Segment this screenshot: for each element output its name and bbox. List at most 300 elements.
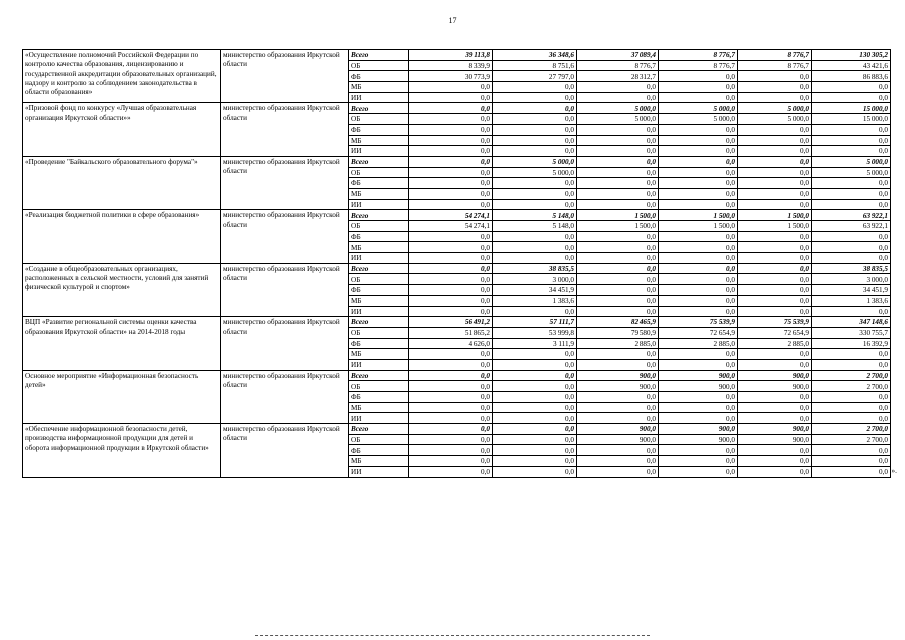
year-value-cell: 0,0 [493, 103, 577, 114]
year-value-cell: 0,0 [409, 424, 493, 435]
year-value-cell: 0,0 [738, 167, 812, 178]
year-value-cell: 900,0 [659, 381, 738, 392]
total-value-cell: 2 700,0 [812, 370, 891, 381]
total-value-cell: 34 451,9 [812, 285, 891, 296]
total-value-cell: 16 392,9 [812, 338, 891, 349]
year-value-cell: 0,0 [659, 274, 738, 285]
year-value-cell: 27 797,0 [493, 71, 577, 82]
year-value-cell: 30 773,9 [409, 71, 493, 82]
year-value-cell: 0,0 [409, 295, 493, 306]
year-value-cell: 8 776,7 [738, 50, 812, 61]
year-value-cell: 0,0 [493, 92, 577, 103]
year-value-cell: 0,0 [493, 146, 577, 157]
year-value-cell: 0,0 [409, 402, 493, 413]
year-value-cell: 0,0 [493, 413, 577, 424]
funding-source-cell: ИИ [349, 253, 409, 264]
year-value-cell: 2 885,0 [659, 338, 738, 349]
year-value-cell: 1 500,0 [738, 221, 812, 232]
year-value-cell: 0,0 [738, 71, 812, 82]
total-value-cell: 0,0 [812, 253, 891, 264]
year-value-cell: 0,0 [659, 135, 738, 146]
total-value-cell: 130 305,2 [812, 50, 891, 61]
funding-source-cell: МБ [349, 82, 409, 93]
year-value-cell: 0,0 [738, 253, 812, 264]
year-value-cell: 5 000,0 [738, 103, 812, 114]
year-value-cell: 0,0 [409, 135, 493, 146]
year-value-cell: 0,0 [493, 231, 577, 242]
table-row-total [23, 210, 891, 221]
year-value-cell: 0,0 [577, 349, 659, 360]
year-value-cell: 0,0 [577, 306, 659, 317]
year-value-cell: 0,0 [659, 167, 738, 178]
year-value-cell: 38 835,5 [493, 263, 577, 274]
funding-source-cell: ИИ [349, 306, 409, 317]
event-name-cell: «Создание в общеобразовательных организациях, расположенных в сельской местности, условий для занятий физической культурой и спортом» [23, 263, 221, 316]
year-value-cell: 900,0 [577, 370, 659, 381]
year-value-cell: 0,0 [409, 274, 493, 285]
year-value-cell: 5 000,0 [659, 103, 738, 114]
year-value-cell: 0,0 [577, 135, 659, 146]
year-value-cell: 0,0 [493, 242, 577, 253]
year-value-cell: 0,0 [493, 124, 577, 135]
year-value-cell: 0,0 [409, 359, 493, 370]
funding-source-cell: ИИ [349, 92, 409, 103]
year-value-cell: 5 148,0 [493, 210, 577, 221]
year-value-cell: 0,0 [659, 242, 738, 253]
funding-source-cell: МБ [349, 188, 409, 199]
total-value-cell: 0,0 [812, 242, 891, 253]
year-value-cell: 0,0 [409, 124, 493, 135]
year-value-cell: 900,0 [738, 370, 812, 381]
year-value-cell: 0,0 [659, 445, 738, 456]
year-value-cell: 900,0 [577, 424, 659, 435]
year-value-cell: 1 383,6 [493, 295, 577, 306]
funding-source-cell: ОБ [349, 274, 409, 285]
funding-source-cell: ФБ [349, 338, 409, 349]
year-value-cell: 0,0 [409, 92, 493, 103]
funding-source-cell: ОБ [349, 381, 409, 392]
funding-source-cell: ОБ [349, 60, 409, 71]
year-value-cell: 75 539,9 [738, 317, 812, 328]
year-value-cell: 0,0 [493, 434, 577, 445]
funding-source-cell: МБ [349, 295, 409, 306]
executor-cell: министерство образования Иркутской области [221, 50, 349, 103]
total-value-cell: 2 700,0 [812, 434, 891, 445]
year-value-cell: 0,0 [409, 413, 493, 424]
total-value-cell: 5 000,0 [812, 156, 891, 167]
funding-source-cell: ИИ [349, 466, 409, 477]
year-value-cell: 1 500,0 [659, 210, 738, 221]
total-value-cell: 5 000,0 [812, 167, 891, 178]
year-value-cell: 0,0 [577, 82, 659, 93]
year-value-cell: 0,0 [577, 178, 659, 189]
funding-source-cell: Всего [349, 317, 409, 328]
year-value-cell: 0,0 [409, 466, 493, 477]
year-value-cell: 900,0 [577, 434, 659, 445]
total-value-cell: 0,0 [812, 456, 891, 467]
year-value-cell: 0,0 [409, 392, 493, 403]
year-value-cell: 0,0 [659, 178, 738, 189]
year-value-cell: 5 000,0 [493, 167, 577, 178]
year-value-cell: 0,0 [493, 82, 577, 93]
year-value-cell: 0,0 [659, 306, 738, 317]
executor-cell: министерство образования Иркутской области [221, 370, 349, 423]
total-value-cell: 0,0 [812, 349, 891, 360]
table-row-total [23, 103, 891, 114]
year-value-cell: 0,0 [493, 424, 577, 435]
funding-source-cell: Всего [349, 370, 409, 381]
year-value-cell: 5 148,0 [493, 221, 577, 232]
year-value-cell: 0,0 [577, 413, 659, 424]
event-name-cell: «Обеспечение информационной безопасности детей, производства информационной продукции для детей и оборота информационной продукции в Иркутской области» [23, 424, 221, 477]
total-value-cell: 0,0 [812, 306, 891, 317]
page-bottom-divider [255, 635, 650, 636]
year-value-cell: 0,0 [493, 359, 577, 370]
year-value-cell: 0,0 [738, 285, 812, 296]
table-row-total [23, 370, 891, 381]
year-value-cell: 8 776,7 [659, 50, 738, 61]
year-value-cell: 8 339,9 [409, 60, 493, 71]
year-value-cell: 54 274,1 [409, 210, 493, 221]
year-value-cell: 34 451,9 [493, 285, 577, 296]
year-value-cell: 1 500,0 [577, 221, 659, 232]
year-value-cell: 0,0 [493, 306, 577, 317]
year-value-cell: 57 111,7 [493, 317, 577, 328]
year-value-cell: 0,0 [577, 167, 659, 178]
year-value-cell: 0,0 [493, 456, 577, 467]
funding-source-cell: МБ [349, 349, 409, 360]
total-value-cell: 0,0 [812, 392, 891, 403]
year-value-cell: 3 111,9 [493, 338, 577, 349]
year-value-cell: 0,0 [577, 124, 659, 135]
year-value-cell: 0,0 [738, 92, 812, 103]
year-value-cell: 0,0 [738, 231, 812, 242]
year-value-cell: 0,0 [659, 71, 738, 82]
funding-source-cell: ФБ [349, 124, 409, 135]
executor-cell: министерство образования Иркутской области [221, 317, 349, 370]
funding-source-cell: МБ [349, 402, 409, 413]
total-value-cell: 15 000,0 [812, 114, 891, 125]
year-value-cell: 0,0 [738, 146, 812, 157]
table-row-total [23, 317, 891, 328]
year-value-cell: 0,0 [409, 82, 493, 93]
funding-source-cell: ОБ [349, 221, 409, 232]
event-name-cell: ВЦП «Развитие региональной системы оценки качества образования Иркутской области» на 2014-2018 годы [23, 317, 221, 370]
year-value-cell: 900,0 [659, 434, 738, 445]
table-row-total [23, 50, 891, 61]
year-value-cell: 72 654,9 [659, 327, 738, 338]
total-value-cell: 0,0 [812, 124, 891, 135]
total-value-cell: 2 700,0 [812, 381, 891, 392]
year-value-cell: 0,0 [659, 92, 738, 103]
total-value-cell: 0,0 [812, 92, 891, 103]
funding-source-cell: ФБ [349, 231, 409, 242]
year-value-cell: 0,0 [577, 253, 659, 264]
year-value-cell: 0,0 [493, 199, 577, 210]
executor-cell: министерство образования Иркутской области [221, 263, 349, 316]
funding-source-cell: ФБ [349, 392, 409, 403]
year-value-cell: 0,0 [577, 295, 659, 306]
year-value-cell: 0,0 [409, 199, 493, 210]
year-value-cell: 0,0 [493, 466, 577, 477]
budget-table-body [23, 50, 891, 478]
year-value-cell: 0,0 [493, 370, 577, 381]
year-value-cell: 0,0 [738, 156, 812, 167]
year-value-cell: 72 654,9 [738, 327, 812, 338]
funding-source-cell: Всего [349, 210, 409, 221]
year-value-cell: 2 885,0 [577, 338, 659, 349]
year-value-cell: 0,0 [738, 413, 812, 424]
year-value-cell: 0,0 [738, 242, 812, 253]
event-name-cell: «Призовой фонд по конкурсу «Лучшая образовательная организация Иркутской области»» [23, 103, 221, 156]
year-value-cell: 0,0 [409, 231, 493, 242]
year-value-cell: 0,0 [409, 434, 493, 445]
year-value-cell: 0,0 [659, 253, 738, 264]
year-value-cell: 0,0 [577, 146, 659, 157]
year-value-cell: 51 865,2 [409, 327, 493, 338]
year-value-cell: 0,0 [577, 199, 659, 210]
year-value-cell: 37 089,4 [577, 50, 659, 61]
total-value-cell: 0,0 [812, 199, 891, 210]
year-value-cell: 0,0 [738, 263, 812, 274]
year-value-cell: 0,0 [738, 402, 812, 413]
total-value-cell: 0,0 [812, 188, 891, 199]
year-value-cell: 1 500,0 [738, 210, 812, 221]
year-value-cell: 0,0 [409, 263, 493, 274]
total-value-cell: 38 835,5 [812, 263, 891, 274]
table-row-total [23, 424, 891, 435]
year-value-cell: 0,0 [577, 285, 659, 296]
year-value-cell: 0,0 [493, 178, 577, 189]
funding-source-cell: МБ [349, 242, 409, 253]
funding-source-cell: Всего [349, 156, 409, 167]
total-value-cell: 0,0 [812, 231, 891, 242]
year-value-cell: 0,0 [409, 242, 493, 253]
year-value-cell: 0,0 [493, 445, 577, 456]
total-value-cell: 330 755,7 [812, 327, 891, 338]
year-value-cell: 54 274,1 [409, 221, 493, 232]
year-value-cell: 0,0 [738, 466, 812, 477]
year-value-cell: 900,0 [659, 370, 738, 381]
total-value-cell: 86 883,6 [812, 71, 891, 82]
year-value-cell: 0,0 [738, 349, 812, 360]
year-value-cell: 0,0 [659, 456, 738, 467]
executor-cell: министерство образования Иркутской области [221, 156, 349, 209]
total-value-cell: 2 700,0 [812, 424, 891, 435]
year-value-cell: 0,0 [738, 392, 812, 403]
year-value-cell: 0,0 [493, 135, 577, 146]
year-value-cell: 0,0 [738, 124, 812, 135]
funding-source-cell: МБ [349, 456, 409, 467]
executor-cell: министерство образования Иркутской области [221, 103, 349, 156]
funding-source-cell: ФБ [349, 285, 409, 296]
year-value-cell: 0,0 [577, 392, 659, 403]
closing-quote-mark: ». [891, 467, 897, 476]
year-value-cell: 0,0 [577, 231, 659, 242]
year-value-cell: 0,0 [577, 263, 659, 274]
year-value-cell: 0,0 [659, 349, 738, 360]
year-value-cell: 0,0 [659, 295, 738, 306]
table-row-total [23, 156, 891, 167]
executor-cell: министерство образования Иркутской области [221, 210, 349, 263]
year-value-cell: 1 500,0 [577, 210, 659, 221]
year-value-cell: 0,0 [577, 445, 659, 456]
year-value-cell: 75 539,9 [659, 317, 738, 328]
year-value-cell: 0,0 [493, 114, 577, 125]
funding-source-cell: ФБ [349, 71, 409, 82]
funding-source-cell: ОБ [349, 327, 409, 338]
year-value-cell: 0,0 [659, 285, 738, 296]
total-value-cell: 0,0 [812, 359, 891, 370]
year-value-cell: 900,0 [738, 424, 812, 435]
funding-source-cell: ОБ [349, 114, 409, 125]
executor-cell: министерство образования Иркутской области [221, 424, 349, 477]
year-value-cell: 900,0 [577, 381, 659, 392]
year-value-cell: 0,0 [738, 274, 812, 285]
year-value-cell: 0,0 [409, 146, 493, 157]
event-name-cell: «Осуществление полномочий Российской Федерации по контролю качества образования, лицензированию и государственной аккредитации образовательных организаций, надзору и контролю за соблюдением законодательства в области образования» [23, 50, 221, 103]
year-value-cell: 0,0 [409, 167, 493, 178]
year-value-cell: 0,0 [738, 445, 812, 456]
budget-table [22, 49, 891, 478]
total-value-cell: 0,0 [812, 135, 891, 146]
year-value-cell: 0,0 [659, 146, 738, 157]
year-value-cell: 0,0 [659, 82, 738, 93]
event-name-cell: «Проведение "Байкальского образовательного форума"» [23, 156, 221, 209]
year-value-cell: 5 000,0 [493, 156, 577, 167]
year-value-cell: 0,0 [659, 466, 738, 477]
funding-source-cell: Всего [349, 424, 409, 435]
year-value-cell: 0,0 [409, 349, 493, 360]
year-value-cell: 0,0 [738, 199, 812, 210]
year-value-cell: 0,0 [409, 456, 493, 467]
year-value-cell: 0,0 [493, 349, 577, 360]
year-value-cell: 0,0 [659, 188, 738, 199]
year-value-cell: 8 776,7 [738, 60, 812, 71]
year-value-cell: 0,0 [659, 231, 738, 242]
funding-source-cell: Всего [349, 263, 409, 274]
year-value-cell: 0,0 [493, 392, 577, 403]
year-value-cell: 0,0 [493, 402, 577, 413]
total-value-cell: 0,0 [812, 445, 891, 456]
total-value-cell: 1 383,6 [812, 295, 891, 306]
total-value-cell: 63 922,1 [812, 221, 891, 232]
year-value-cell: 0,0 [659, 199, 738, 210]
total-value-cell: 347 148,6 [812, 317, 891, 328]
funding-source-cell: ФБ [349, 445, 409, 456]
year-value-cell: 0,0 [577, 456, 659, 467]
year-value-cell: 3 000,0 [493, 274, 577, 285]
year-value-cell: 0,0 [659, 263, 738, 274]
total-value-cell: 0,0 [812, 413, 891, 424]
year-value-cell: 0,0 [738, 82, 812, 93]
year-value-cell: 0,0 [409, 285, 493, 296]
year-value-cell: 82 465,9 [577, 317, 659, 328]
year-value-cell: 1 500,0 [659, 221, 738, 232]
year-value-cell: 0,0 [738, 188, 812, 199]
year-value-cell: 0,0 [738, 456, 812, 467]
year-value-cell: 0,0 [409, 381, 493, 392]
funding-source-cell: ОБ [349, 167, 409, 178]
funding-source-cell: Всего [349, 103, 409, 114]
year-value-cell: 900,0 [738, 434, 812, 445]
year-value-cell: 0,0 [577, 188, 659, 199]
year-value-cell: 79 580,9 [577, 327, 659, 338]
year-value-cell: 5 000,0 [738, 114, 812, 125]
year-value-cell: 2 885,0 [738, 338, 812, 349]
total-value-cell: 15 000,0 [812, 103, 891, 114]
year-value-cell: 8 776,7 [577, 60, 659, 71]
year-value-cell: 0,0 [493, 253, 577, 264]
total-value-cell: 0,0 [812, 178, 891, 189]
year-value-cell: 0,0 [409, 156, 493, 167]
funding-source-cell: ИИ [349, 199, 409, 210]
year-value-cell: 900,0 [738, 381, 812, 392]
table-row-total [23, 263, 891, 274]
year-value-cell: 8 751,6 [493, 60, 577, 71]
year-value-cell: 900,0 [659, 424, 738, 435]
year-value-cell: 0,0 [409, 306, 493, 317]
year-value-cell: 5 000,0 [659, 114, 738, 125]
year-value-cell: 5 000,0 [577, 114, 659, 125]
year-value-cell: 0,0 [409, 114, 493, 125]
year-value-cell: 0,0 [577, 402, 659, 413]
total-value-cell: 43 421,6 [812, 60, 891, 71]
funding-source-cell: Всего [349, 50, 409, 61]
funding-source-cell: ИИ [349, 413, 409, 424]
year-value-cell: 0,0 [577, 274, 659, 285]
year-value-cell: 36 348,6 [493, 50, 577, 61]
funding-source-cell: МБ [349, 135, 409, 146]
year-value-cell: 0,0 [738, 359, 812, 370]
year-value-cell: 5 000,0 [577, 103, 659, 114]
year-value-cell: 0,0 [409, 103, 493, 114]
year-value-cell: 0,0 [659, 402, 738, 413]
year-value-cell: 0,0 [577, 92, 659, 103]
year-value-cell: 56 491,2 [409, 317, 493, 328]
total-value-cell: 0,0 [812, 82, 891, 93]
total-value-cell: 0,0 [812, 466, 891, 477]
year-value-cell: 0,0 [409, 370, 493, 381]
funding-source-cell: ИИ [349, 359, 409, 370]
funding-source-cell: ФБ [349, 178, 409, 189]
total-value-cell: 0,0 [812, 146, 891, 157]
year-value-cell: 0,0 [659, 359, 738, 370]
year-value-cell: 8 776,7 [659, 60, 738, 71]
year-value-cell: 0,0 [409, 253, 493, 264]
year-value-cell: 39 113,8 [409, 50, 493, 61]
total-value-cell: 63 922,1 [812, 210, 891, 221]
year-value-cell: 0,0 [493, 381, 577, 392]
year-value-cell: 53 999,8 [493, 327, 577, 338]
event-name-cell: Основное мероприятие «Информационная безопасность детей» [23, 370, 221, 423]
year-value-cell: 0,0 [738, 135, 812, 146]
year-value-cell: 0,0 [659, 124, 738, 135]
year-value-cell: 0,0 [493, 188, 577, 199]
event-name-cell: «Реализация бюджетной политики в сфере образования» [23, 210, 221, 263]
year-value-cell: 0,0 [409, 178, 493, 189]
year-value-cell: 0,0 [659, 156, 738, 167]
year-value-cell: 4 626,0 [409, 338, 493, 349]
year-value-cell: 0,0 [577, 156, 659, 167]
year-value-cell: 0,0 [738, 306, 812, 317]
total-value-cell: 0,0 [812, 402, 891, 413]
funding-source-cell: ИИ [349, 146, 409, 157]
year-value-cell: 0,0 [738, 178, 812, 189]
year-value-cell: 0,0 [577, 242, 659, 253]
year-value-cell: 0,0 [577, 359, 659, 370]
funding-source-cell: ОБ [349, 434, 409, 445]
